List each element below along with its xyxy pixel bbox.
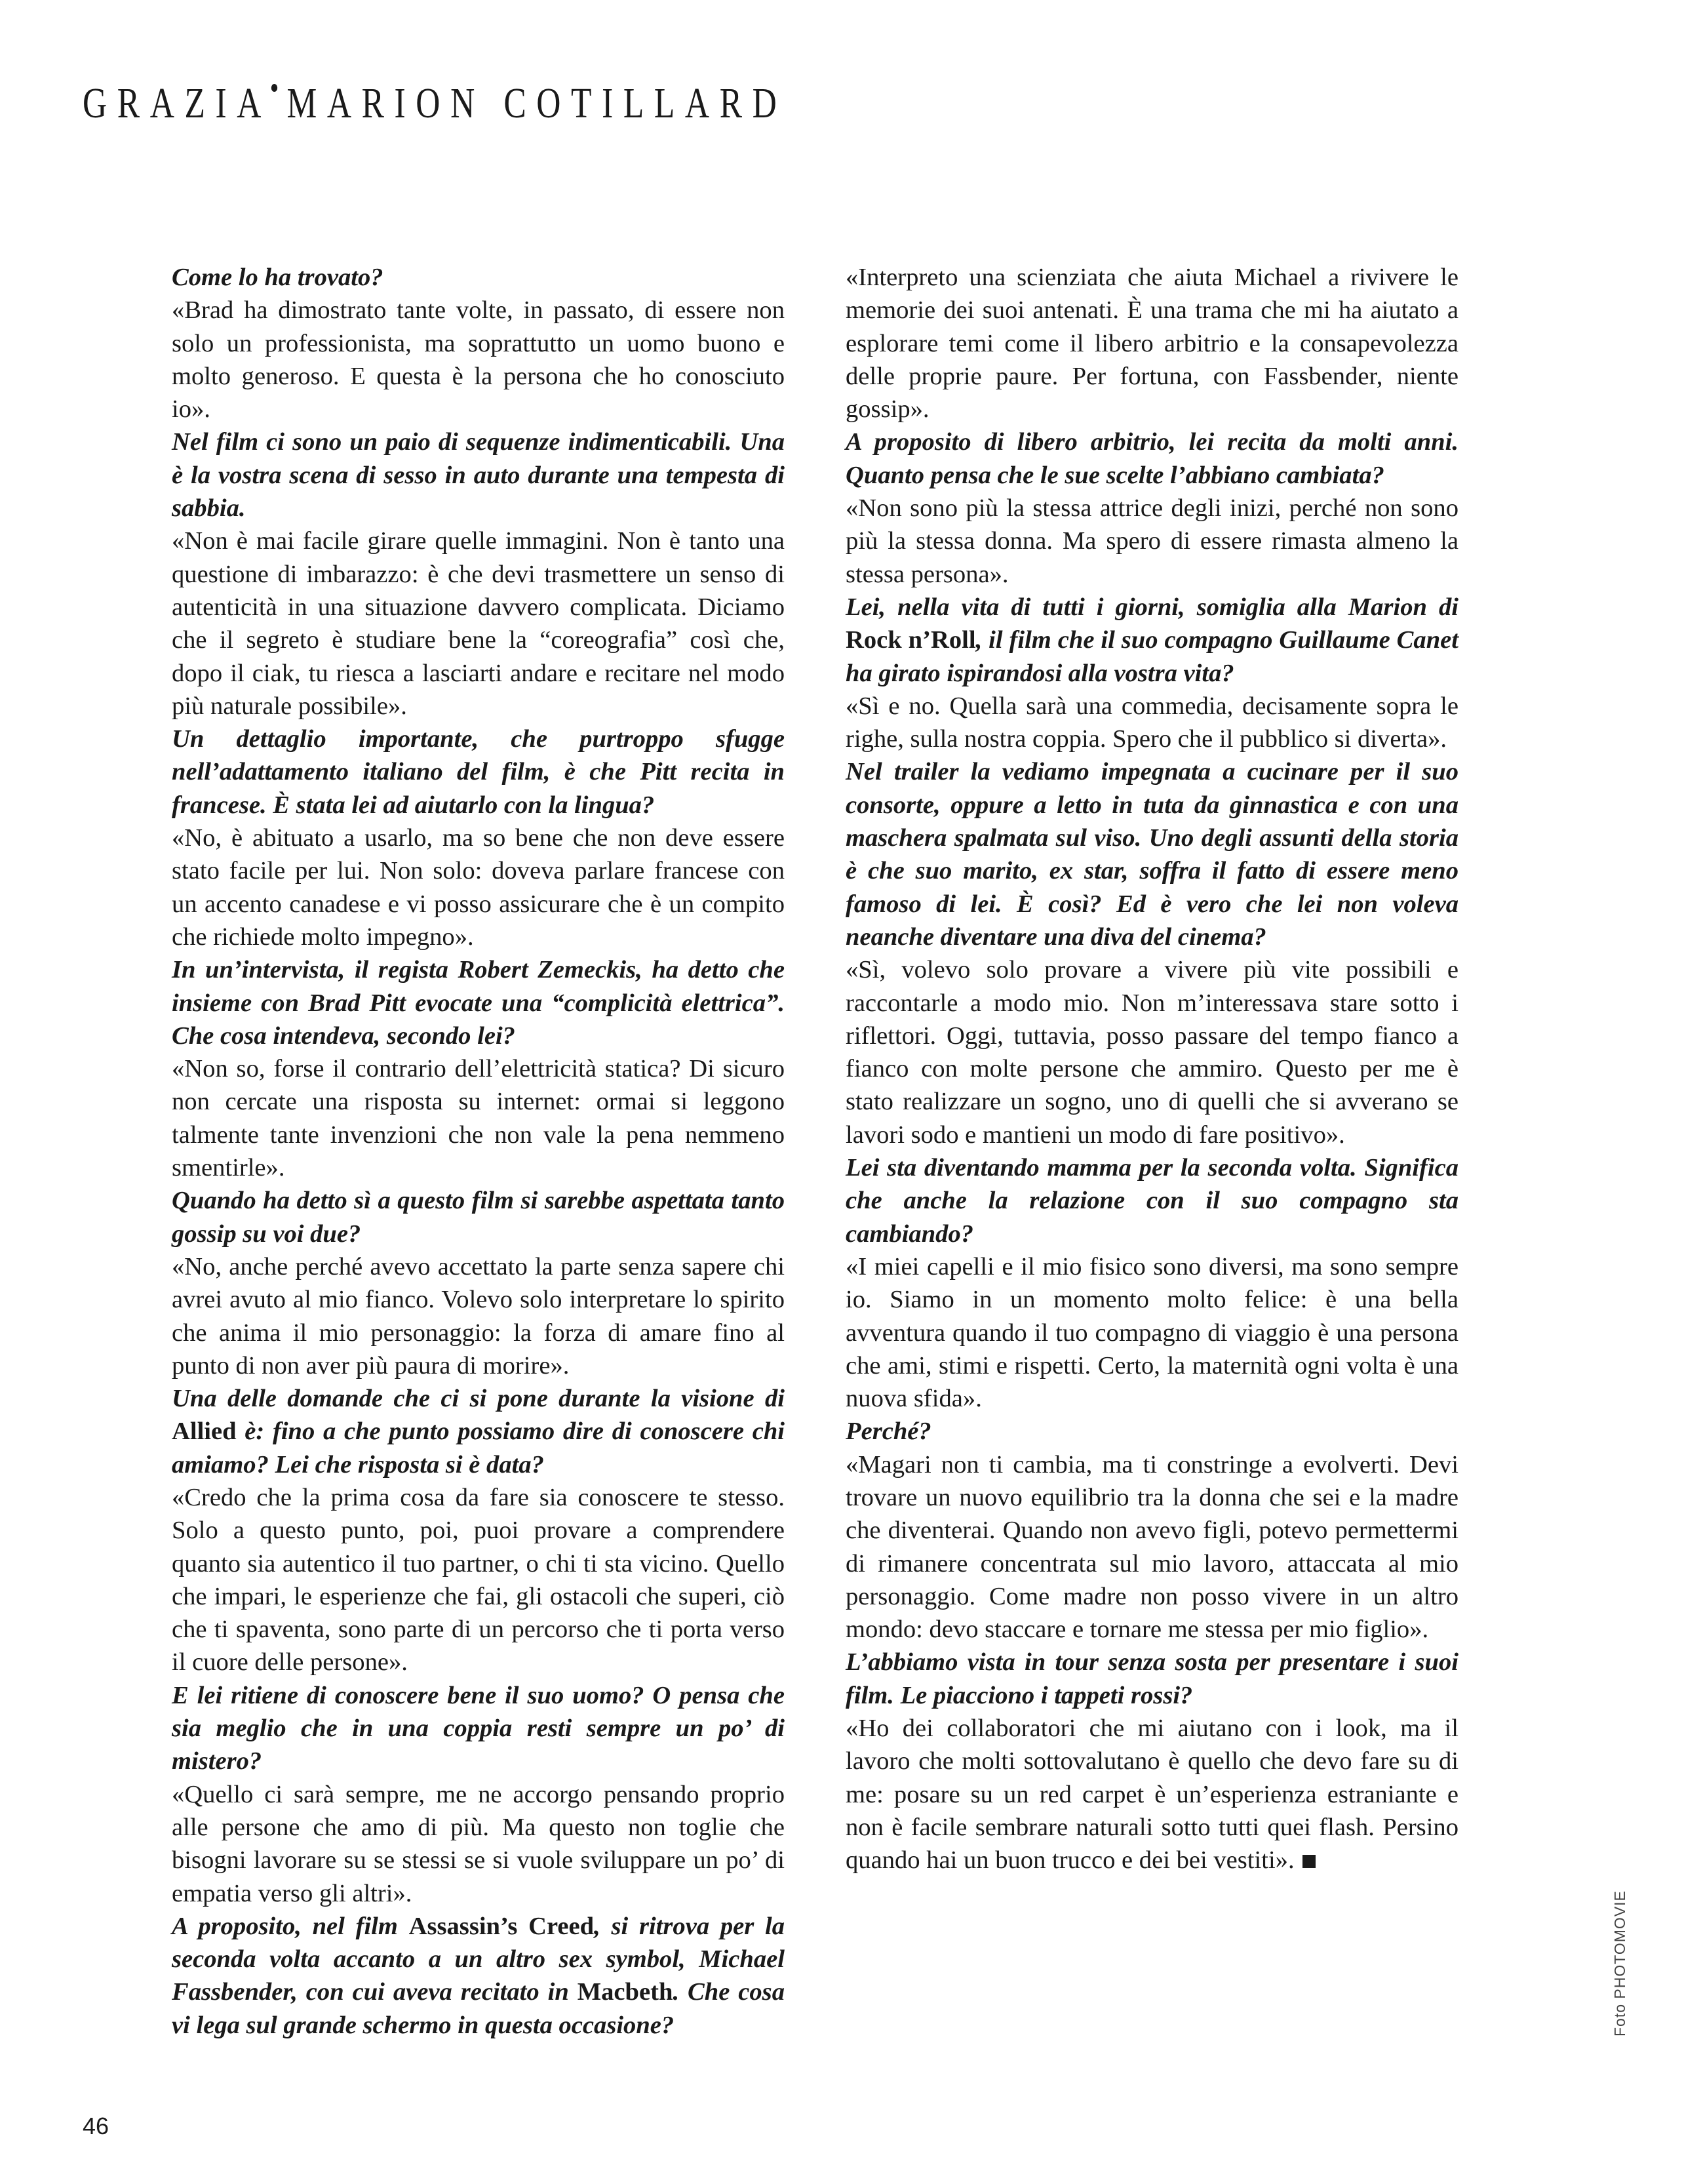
interview-answer: «Interpreto una scienziata che aiuta Michael a rivivere le memorie dei suoi antenati. È una trama che mi ha aiutato a esplorare temi come il libero arbitrio e la consapevolezza delle proprie paure. Per fortuna, con Fassbender, niente gossip».	[846, 264, 1458, 424]
interview-answer: «Sì e no. Quella sarà una commedia, decisamente sopra le righe, sulla nostra coppia. Spero che il pubblico si diverta».	[846, 692, 1458, 753]
bullet-dot-icon	[271, 84, 277, 92]
interview-question: L’abbiamo vista in tour senza sosta per presentare i suoi film. Le piacciono i tappeti rossi?	[846, 1648, 1458, 1709]
interview-question: In un’intervista, il regista Robert Zemeckis, ha detto che insieme con Brad Pitt evocate una “complicità elettrica”. Che cosa intendeva, secondo lei?	[172, 956, 785, 1050]
interview-answer: «Non so, forse il contrario dell’elettricità statica? Di sicuro non cercate una risposta su internet: ormai si leggono talmente tante invenzioni che non vale la pena nemmeno smentirle».	[172, 1055, 785, 1182]
interview-question: A proposito di libero arbitrio, lei recita da molti anni. Quanto pensa che le sue scelte l’abbiano cambiata?	[846, 428, 1458, 489]
interview-answer: «Sì, volevo solo provare a vivere più vite possibili e raccontarle a modo mio. Non m’interessava stare sotto i riflettori. Oggi, tuttavia, posso passare del tempo fianco a fianco con molte persone che ammiro. Questo per me è stato realizzare un sogno, uno di quelli che si avverano se lavori sodo e mantieni un modo di fare positivo».	[846, 956, 1458, 1149]
interview-question: Lei sta diventando mamma per la seconda volta. Significa che anche la relazione con il suo compagno sta cambiando?	[846, 1154, 1458, 1248]
end-of-article-square-icon	[1302, 1855, 1316, 1868]
interview-answer	[846, 1712, 1458, 1876]
question-text: Una delle domande che ci si pone durante la visione di	[172, 1385, 785, 1413]
brand-name: GRAZIA	[83, 79, 272, 127]
interview-answer: «Brad ha dimostrato tante volte, in passato, di essere non solo un professionista, ma soprattutto un uomo buono e molto generoso. E questa è la persona che ho conosciuto io».	[172, 296, 785, 424]
question-text: Lei, nella vita di tutti i giorni, somiglia alla Marion di	[846, 593, 1458, 621]
question-text: , il film che il suo compagno Guillaume Canet ha girato ispirandosi alla vostra vita?	[846, 626, 1458, 687]
interview-answer: «No, anche perché avevo accettato la parte senza sapere chi avrei avuto al mio fianco. Volevo solo interpretare lo spirito che anima il mio personaggio: la forza di amare fino al punto di non aver più paura di morire».	[172, 1252, 785, 1380]
film-title: Assassin’s Creed	[408, 1912, 595, 1940]
photo-credit: Foto PHOTOMOVIE	[1611, 1890, 1628, 2036]
right-text-column	[846, 261, 1458, 1877]
interview-question: Nel trailer la vediamo impegnata a cucinare per il suo consorte, oppure a letto in tuta da ginnastica e con una maschera spalmata sul viso. Uno degli assunti della storia è che suo marito, ex star, soffra il fatto di essere meno famoso di lei. È così? Ed è vero che lei non voleva neanche diventare una diva del cinema?	[846, 758, 1458, 951]
article-subject: MARION COTILLARD	[286, 79, 787, 127]
page-number: 46	[83, 2113, 109, 2139]
left-text-column	[172, 261, 785, 2042]
film-title: Rock n’Roll	[846, 626, 976, 654]
question-text: . Che cosa vi lega sul grande schermo in questa occasione?	[172, 1978, 785, 2039]
interview-question: Quando ha detto sì a questo film si sarebbe aspettata tanto gossip su voi due?	[172, 1187, 785, 1248]
interview-answer: «No, è abituato a usarlo, ma so bene che non deve essere stato facile per lui. Non solo: doveva parlare francese con un accento canadese e vi posso assicurare che è un compito che richiede molto impegno».	[172, 824, 785, 951]
interview-question	[172, 1382, 785, 1481]
interview-question	[846, 591, 1458, 690]
question-text: , si ritrova per la seconda volta accanto a un altro sex symbol, Michael Fassbender, con cui aveva recitato in	[172, 1912, 785, 2006]
interview-question: E lei ritiene di conoscere bene il suo uomo? O pensa che sia meglio che in una coppia resti sempre un po’ di mistero?	[172, 1681, 785, 1776]
film-title: Allied	[172, 1418, 237, 1446]
question-text: A proposito, nel film	[172, 1912, 409, 1940]
question-text: è: fino a che punto possiamo dire di conoscere chi amiamo? Lei che risposta si è data?	[172, 1418, 785, 1479]
interview-question	[172, 1910, 785, 2042]
interview-answer: «I miei capelli e il mio fisico sono diversi, ma sono sempre io. Siamo in un momento molto felice: è una bella avventura quando il tuo compagno di viaggio è una persona che ami, stimi e rispetti. Certo, la maternità ogni volta è una nuova sfida».	[846, 1252, 1458, 1413]
answer-text: «Ho dei collaboratori che mi aiutano con i look, ma il lavoro che molti sottovalutano è quello che devo fare su di me: posare su un red carpet è un’esperienza estraniante e non è facile sembrare naturali sotto tutti quei flash. Persino quando hai un buon trucco e dei bei vestiti».	[846, 1715, 1458, 1875]
interview-answer: «Magari non ti cambia, ma ti constringe a evolverti. Devi trovare un nuovo equilibrio tra la donna che sei e la madre che diventerai. Quando non avevo figli, potevo permettermi di rimanere concentrata sul mio lavoro, attaccata al mio personaggio. Come madre non posso vivere in un altro mondo: devo staccare e tornare me stessa per mio figlio».	[846, 1450, 1458, 1644]
interview-answer: «Non è mai facile girare quelle immagini. Non è tanto una questione di imbarazzo: è che devi trasmettere un senso di autenticità in una situazione davvero complicata. Diciamo che il segreto è studiare bene la “coreografia” così che, dopo il ciak, tu riesca a lasciarti andare e recitare nel modo più naturale possibile».	[172, 527, 785, 720]
interview-answer: «Credo che la prima cosa da fare sia conoscere te stesso. Solo a questo punto, poi, puoi provare a comprendere quanto sia autentico il tuo partner, o chi ti sta vicino. Quello che impari, le esperienze che fai, gli ostacoli che superi, ciò che ti spaventa, sono parte di un percorso che ti porta verso il cuore delle persone».	[172, 1483, 785, 1677]
interview-question: Un dettaglio importante, che purtroppo sfugge nell’adattamento italiano del film, è che Pitt recita in francese. È stata lei ad aiutarlo con la lingua?	[172, 725, 785, 819]
film-title: Macbeth	[577, 1978, 673, 2006]
interview-answer: «Non sono più la stessa attrice degli inizi, perché non sono più la stessa donna. Ma spero di essere rimasta almeno la stessa persona».	[846, 494, 1458, 588]
interview-question: Nel film ci sono un paio di sequenze indimenticabili. Una è la vostra scena di sesso in auto durante una tempesta di sabbia.	[172, 428, 785, 523]
interview-answer: «Quello ci sarà sempre, me ne accorgo pensando proprio alle persone che amo di più. Ma questo non toglie che bisogni lavorare su se stessi se si vuole sviluppare un po’ di empatia verso gli altri».	[172, 1780, 785, 1907]
masthead	[83, 77, 787, 130]
interview-question: Perché?	[846, 1418, 931, 1446]
interview-question: Come lo ha trovato?	[172, 264, 383, 291]
